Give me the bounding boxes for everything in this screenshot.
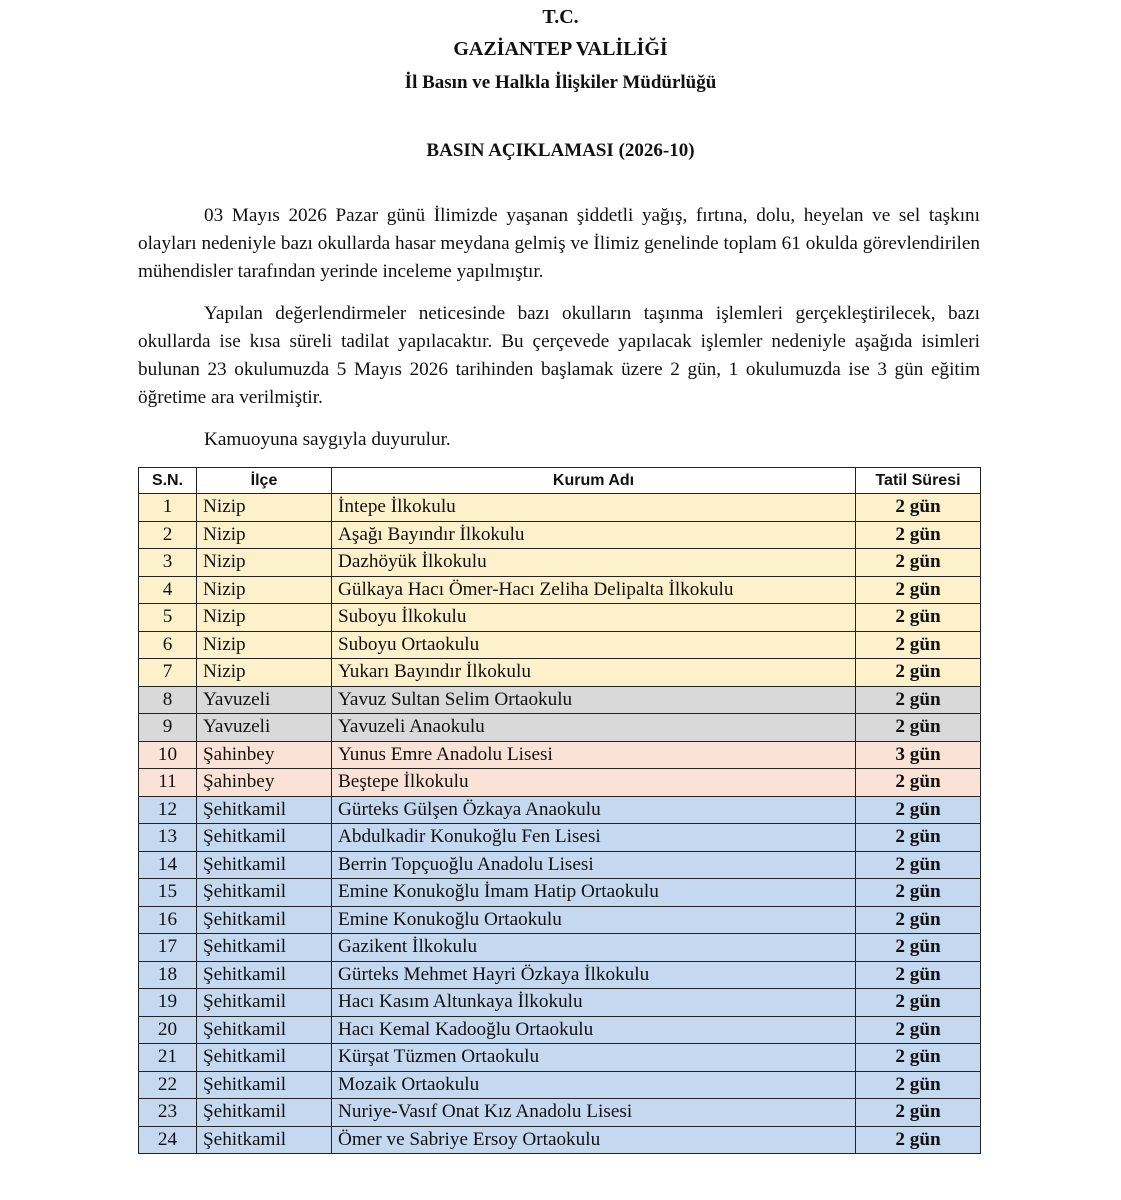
cell-sure: 2 gün [856, 796, 981, 824]
cell-sure: 2 gün [856, 769, 981, 797]
cell-sure: 2 gün [856, 494, 981, 522]
table-row [139, 1016, 981, 1044]
cell-sn: 4 [139, 576, 197, 604]
cell-sure: 2 gün [856, 631, 981, 659]
table-row [139, 659, 981, 687]
cell-sn: 2 [139, 521, 197, 549]
cell-sn: 15 [139, 879, 197, 907]
table-row [139, 989, 981, 1017]
cell-ilce: Nizip [197, 549, 332, 577]
table-row [139, 1044, 981, 1072]
cell-sure: 2 gün [856, 1126, 981, 1154]
table-body [139, 494, 981, 1154]
cell-kurum: Yavuz Sultan Selim Ortaokulu [332, 686, 856, 714]
table-row [139, 549, 981, 577]
header-kurum: Kurum Adı [332, 468, 856, 494]
cell-ilce: Şehitkamil [197, 879, 332, 907]
table-row [139, 1099, 981, 1127]
cell-sure: 2 gün [856, 1016, 981, 1044]
cell-sn: 9 [139, 714, 197, 742]
cell-ilce: Şehitkamil [197, 824, 332, 852]
cell-sure: 2 gün [856, 576, 981, 604]
cell-sn: 21 [139, 1044, 197, 1072]
table-row [139, 796, 981, 824]
cell-kurum: Berrin Topçuoğlu Anadolu Lisesi [332, 851, 856, 879]
cell-kurum: Abdulkadir Konukoğlu Fen Lisesi [332, 824, 856, 852]
cell-sn: 7 [139, 659, 197, 687]
cell-ilce: Şehitkamil [197, 906, 332, 934]
table-row [139, 686, 981, 714]
table-row [139, 1071, 981, 1099]
cell-sure: 2 gün [856, 1044, 981, 1072]
cell-ilce: Yavuzeli [197, 686, 332, 714]
cell-sn: 22 [139, 1071, 197, 1099]
cell-sure: 2 gün [856, 686, 981, 714]
cell-ilce: Şehitkamil [197, 1044, 332, 1072]
table-row [139, 769, 981, 797]
cell-kurum: Emine Konukoğlu Ortaokulu [332, 906, 856, 934]
header-sure: Tatil Süresi [856, 468, 981, 494]
cell-kurum: Gürteks Gülşen Özkaya Anaokulu [332, 796, 856, 824]
cell-sure: 3 gün [856, 741, 981, 769]
school-closure-table [138, 467, 981, 1154]
cell-sn: 11 [139, 769, 197, 797]
cell-ilce: Nizip [197, 521, 332, 549]
table-row [139, 879, 981, 907]
table-header-row [139, 468, 981, 494]
cell-sn: 3 [139, 549, 197, 577]
cell-sure: 2 gün [856, 934, 981, 962]
cell-sure: 2 gün [856, 659, 981, 687]
cell-sure: 2 gün [856, 989, 981, 1017]
table-row [139, 1126, 981, 1154]
cell-sn: 13 [139, 824, 197, 852]
cell-ilce: Şehitkamil [197, 934, 332, 962]
cell-sn: 18 [139, 961, 197, 989]
cell-sn: 12 [139, 796, 197, 824]
cell-sn: 10 [139, 741, 197, 769]
cell-kurum: Aşağı Bayındır İlkokulu [332, 521, 856, 549]
cell-ilce: Şehitkamil [197, 851, 332, 879]
header-mudurluk: İl Basın ve Halkla İlişkiler Müdürlüğü [404, 72, 717, 93]
cell-sn: 1 [139, 494, 197, 522]
cell-sure: 2 gün [856, 961, 981, 989]
document-title: BASIN AÇIKLAMASI (2026-10) [426, 140, 695, 161]
cell-sure: 2 gün [856, 824, 981, 852]
cell-kurum: Gürteks Mehmet Hayri Özkaya İlkokulu [332, 961, 856, 989]
table-row [139, 494, 981, 522]
cell-kurum: Ömer ve Sabriye Ersoy Ortaokulu [332, 1126, 856, 1154]
cell-sn: 5 [139, 604, 197, 632]
table-row [139, 714, 981, 742]
cell-sn: 14 [139, 851, 197, 879]
paragraph-2: Yapılan değerlendirmeler neticesinde bazı okulların taşınma işlemleri gerçekleştirilecek, bazı okullarda ise kısa süreli tadilat yapılacaktır. Bu çerçevede yapılacak işlemler nedeniyle aşağıda isimleri bulunan 23 okulumuzda 5 Mayıs 2026 tarihinden başlamak üzere 2 gün, 1 okulumuzda ise 3 gün eğitim öğretime ara verilmiştir. [138, 303, 980, 408]
table-row [139, 604, 981, 632]
cell-sure: 2 gün [856, 604, 981, 632]
table-row [139, 934, 981, 962]
header-tc: T.C. [542, 6, 579, 28]
table-row [139, 906, 981, 934]
cell-kurum: Yukarı Bayındır İlkokulu [332, 659, 856, 687]
cell-sn: 23 [139, 1099, 197, 1127]
paragraph-1: 03 Mayıs 2026 Pazar günü İlimizde yaşanan şiddetli yağış, fırtına, dolu, heyelan ve sel taşkını olayları nedeniyle bazı okullarda hasar meydana gelmiş ve İlimiz genelinde toplam 61 okulda görevlendirilen mühendisler tarafından yerinde inceleme yapılmıştır. [138, 205, 980, 282]
table-row [139, 824, 981, 852]
cell-kurum: Kürşat Tüzmen Ortaokulu [332, 1044, 856, 1072]
cell-sure: 2 gün [856, 1099, 981, 1127]
cell-ilce: Nizip [197, 576, 332, 604]
cell-sure: 2 gün [856, 714, 981, 742]
cell-kurum: Nuriye-Vasıf Onat Kız Anadolu Lisesi [332, 1099, 856, 1127]
cell-sure: 2 gün [856, 1071, 981, 1099]
table-row [139, 576, 981, 604]
cell-ilce: Şahinbey [197, 741, 332, 769]
cell-kurum: Hacı Kemal Kadooğlu Ortaokulu [332, 1016, 856, 1044]
cell-ilce: Şehitkamil [197, 1071, 332, 1099]
cell-ilce: Şehitkamil [197, 961, 332, 989]
cell-ilce: Şahinbey [197, 769, 332, 797]
cell-sn: 8 [139, 686, 197, 714]
cell-kurum: Gülkaya Hacı Ömer-Hacı Zeliha Delipalta İlkokulu [332, 576, 856, 604]
cell-sn: 16 [139, 906, 197, 934]
cell-ilce: Nizip [197, 494, 332, 522]
cell-ilce: Nizip [197, 631, 332, 659]
cell-sure: 2 gün [856, 521, 981, 549]
table-row [139, 851, 981, 879]
cell-ilce: Şehitkamil [197, 1016, 332, 1044]
cell-sn: 19 [139, 989, 197, 1017]
table-row [139, 631, 981, 659]
cell-kurum: Suboyu Ortaokulu [332, 631, 856, 659]
cell-kurum: Yunus Emre Anadolu Lisesi [332, 741, 856, 769]
cell-kurum: Dazhöyük İlkokulu [332, 549, 856, 577]
paragraph-3: Kamuoyuna saygıyla duyurulur. [204, 429, 451, 450]
cell-sn: 24 [139, 1126, 197, 1154]
cell-sn: 20 [139, 1016, 197, 1044]
header-ilce: İlçe [197, 468, 332, 494]
table-row [139, 521, 981, 549]
cell-ilce: Şehitkamil [197, 796, 332, 824]
cell-kurum: Suboyu İlkokulu [332, 604, 856, 632]
cell-sn: 6 [139, 631, 197, 659]
cell-sure: 2 gün [856, 879, 981, 907]
cell-kurum: Beştepe İlkokulu [332, 769, 856, 797]
cell-ilce: Yavuzeli [197, 714, 332, 742]
cell-ilce: Nizip [197, 604, 332, 632]
cell-ilce: Şehitkamil [197, 1099, 332, 1127]
cell-ilce: Şehitkamil [197, 1126, 332, 1154]
table-row [139, 961, 981, 989]
table-row [139, 741, 981, 769]
cell-kurum: Mozaik Ortaokulu [332, 1071, 856, 1099]
cell-kurum: Gazikent İlkokulu [332, 934, 856, 962]
cell-kurum: İntepe İlkokulu [332, 494, 856, 522]
cell-kurum: Hacı Kasım Altunkaya İlkokulu [332, 989, 856, 1017]
cell-sure: 2 gün [856, 906, 981, 934]
cell-ilce: Şehitkamil [197, 989, 332, 1017]
cell-kurum: Emine Konukoğlu İmam Hatip Ortaokulu [332, 879, 856, 907]
header-sn: S.N. [139, 468, 197, 494]
header-valilik: GAZİANTEP VALİLİĞİ [453, 38, 668, 60]
cell-kurum: Yavuzeli Anaokulu [332, 714, 856, 742]
cell-sn: 17 [139, 934, 197, 962]
cell-sure: 2 gün [856, 851, 981, 879]
cell-ilce: Nizip [197, 659, 332, 687]
cell-sure: 2 gün [856, 549, 981, 577]
